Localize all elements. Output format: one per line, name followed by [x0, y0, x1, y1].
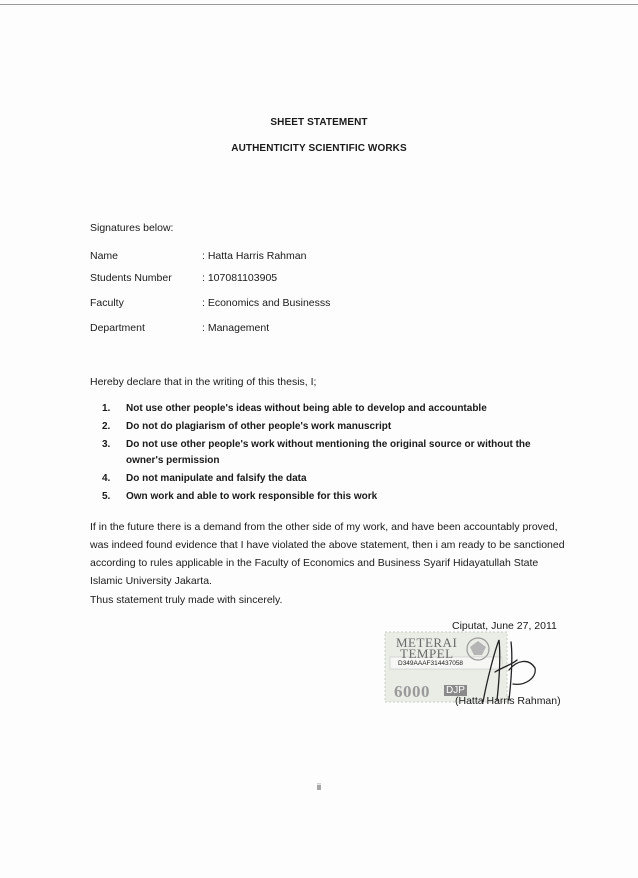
signer-name: (Hatta Harris Rahman) [455, 695, 561, 707]
field-value: : Economics and Businesss [202, 297, 331, 309]
field-value: : 107081103905 [202, 272, 278, 284]
field-label: Students Number [90, 272, 172, 284]
closing-text: Thus statement truly made with sincerely. [90, 594, 283, 606]
stamp-line1: METERAI [396, 635, 458, 650]
page-number: ii [317, 782, 321, 792]
declaration-text: Hereby declare that in the writing of this thesis, I; [90, 376, 317, 388]
list-item: 5. Own work and able to work responsible for this work [102, 491, 378, 502]
statement-paragraph: If in the future there is a demand from the other side of my work, and have been accountably proved, was indeed found evidence that I have violated the above statement, then i am ready to be sanctioned according to rules applicable in the Faculty of Economics and Business Syarif Hidayatullah State Islamic University Jakarta. [90, 521, 565, 587]
stamp-serial: D349AAAF314437058 [398, 660, 464, 667]
place-date: Ciputat, June 27, 2011 [452, 620, 557, 632]
signatures-intro: Signatures below: [90, 222, 174, 234]
field-name [90, 250, 530, 264]
list-item: 2. Do not do plagiarism of other people's work manuscript [102, 421, 392, 432]
field-value: : Hatta Harris Rahman [202, 250, 307, 262]
field-label: Name [90, 250, 119, 262]
stamp-agency: DJP [446, 685, 465, 696]
field-student-number [90, 272, 530, 286]
list-item: 1. Not use other people's ideas without being able to develop and accountable [102, 403, 487, 414]
stamp-amount: 6000 [394, 682, 430, 701]
declaration-list [102, 401, 542, 507]
list-item: 4. Do not manipulate and falsify the data [102, 473, 307, 484]
document-title: SHEET STATEMENT [270, 117, 368, 128]
field-label: Faculty [90, 297, 124, 309]
stamp-line2: TEMPEL [400, 646, 454, 661]
field-value: : Management [202, 322, 270, 334]
list-item: 3. Do not use other people's work without mentioning the original source or without the owner's permission [102, 439, 531, 466]
field-faculty [90, 297, 530, 311]
scan-edge-line [0, 4, 638, 5]
field-department [90, 322, 530, 336]
field-label: Department [90, 322, 145, 334]
document-subtitle: AUTHENTICITY SCIENTIFIC WORKS [231, 143, 407, 154]
